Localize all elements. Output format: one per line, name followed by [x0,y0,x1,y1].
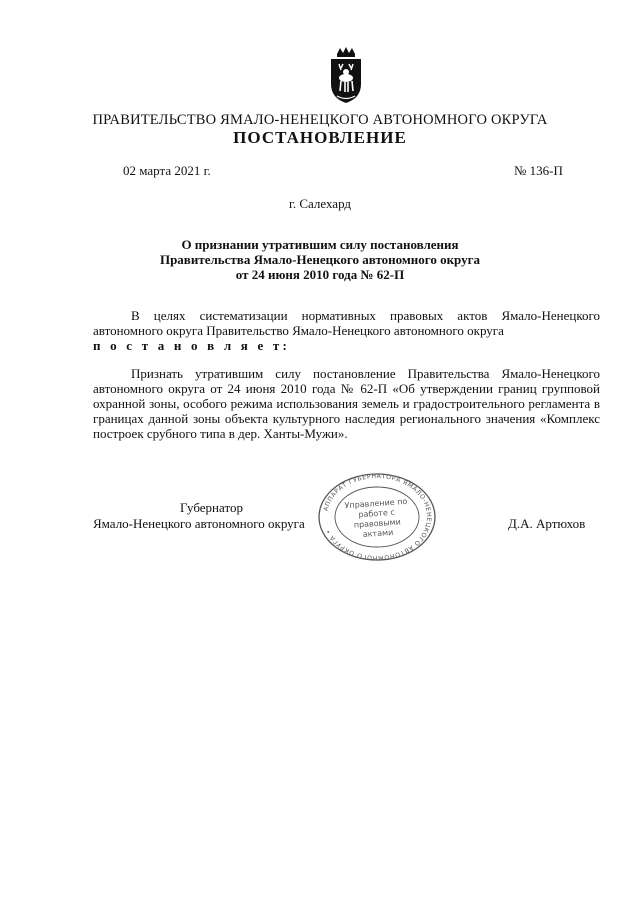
main-paragraph: Признать утратившим силу постановление Правительства Ямало-Ненецкого автономного округа от 24 июня 2010 года № 62-П «Об утверждении границ групповой охранной зоны, особого режима использования земель и градостроительного регламента в границах данной зоны объекта культурного наследия регионального значения «Комплекс построек срубного типа в дер. Ханты-Мужи». [93,366,600,441]
decree-word: п о с т а н о в л я е т: [93,338,291,353]
document-date: 02 марта 2021 г. [123,163,211,178]
document-city: г. Салехард [288,196,352,211]
signatory-role: Губернатор [180,500,243,515]
document-title [0,237,640,282]
document-type: ПОСТАНОВЛЕНИЕ [233,128,407,147]
preamble-paragraph [93,308,600,353]
svg-text:АППАРАТ ГУБЕРНАТОРА ЯМАЛО-НЕНЕ: АППАРАТ ГУБЕРНАТОРА ЯМАЛО-НЕНЕЦКОГО АВТОНОМНОГО ОКРУГА • [322,472,433,562]
signatory-organization: Ямало-Ненецкого автономного округа [93,516,305,531]
signatory-name: Д.А. Артюхов [508,516,586,531]
title-line-2: Правительства Ямало-Ненецкого автономного округа [159,252,481,267]
preamble-text: В целях систематизации нормативных правовых актов Ямало-Ненецкого автономного округа Правительство Ямало-Ненецкого автономного округа [93,308,600,338]
stamp-inner-text: Управление по работе с правовыми актами [344,496,408,540]
document-number: № 136-П [514,163,563,178]
government-name: ПРАВИТЕЛЬСТВО ЯМАЛО-НЕНЕЦКОГО АВТОНОМНОГО ОКРУГА [92,112,548,128]
title-line-1: О признании утратившим силу постановления [181,237,459,252]
title-line-3: от 24 июня 2010 года № 62-П [235,267,405,282]
coat-of-arms-icon [328,46,364,106]
